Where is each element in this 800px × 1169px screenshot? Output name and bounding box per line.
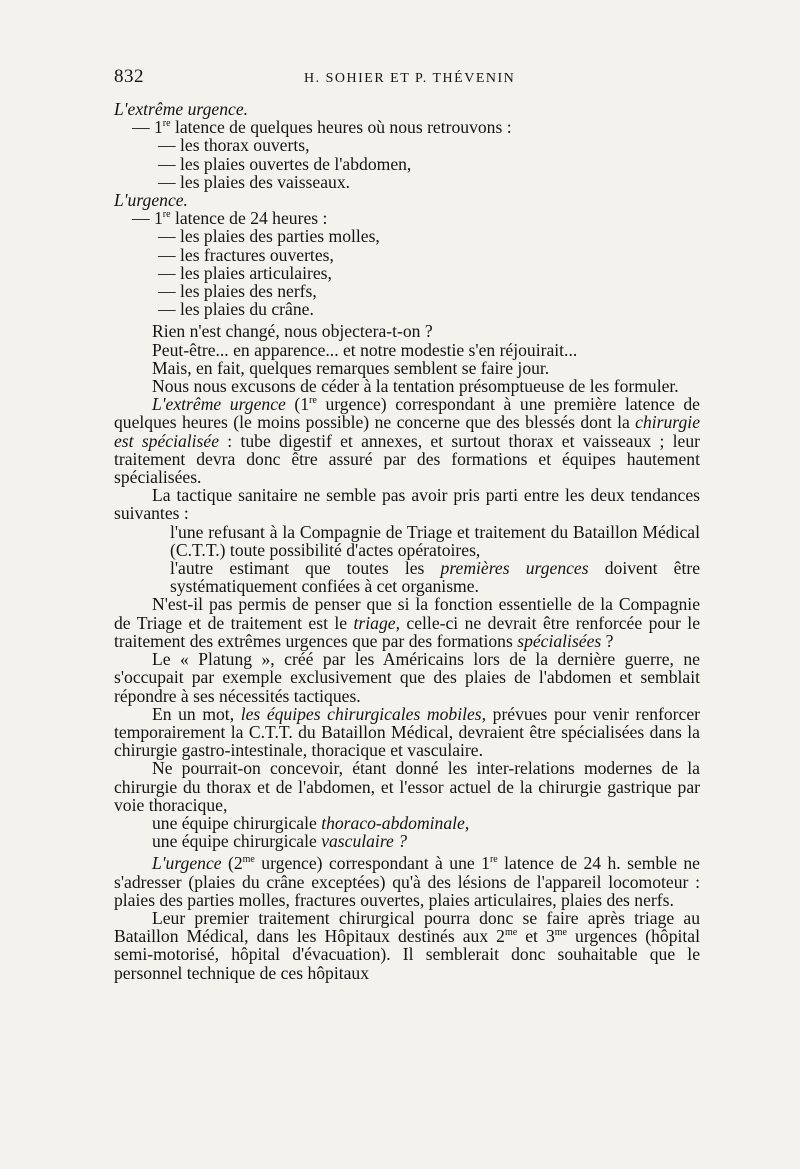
section-intro	[114, 209, 700, 227]
page-number: 832	[114, 66, 144, 87]
intro-text: latence de 24 heures :	[170, 208, 328, 229]
paragraph	[114, 395, 700, 486]
text: celle-ci ne devrait être renforcée pour le traitement des extrêmes urgences que par des formations	[114, 612, 701, 651]
text: N'est-il pas permis de penser que si la fonction essentielle de la Compagnie de Triage et de traitement est le	[114, 594, 700, 633]
paragraph: Mais, en fait, quelques remarques semblent se faire jour.	[152, 357, 550, 378]
text: urgence) correspondant à une première latence de quelques heures (le moins possible) ne concerne que des blessés dont la	[114, 394, 700, 433]
text: doivent être systématiquement confiées à cet organisme.	[170, 558, 701, 597]
section-title-extreme-urgence: L'extrême urgence.	[114, 99, 249, 119]
paragraph: Peut-être... en apparence... et notre modestie s'en réjouirait...	[152, 339, 578, 360]
list-item: — les plaies des vaisseaux.	[158, 171, 351, 192]
paragraph: Le « Platung », créé par les Américains lors de la dernière guerre, ne s'occupait par exemple exclusivement que des plaies de l'abdomen et semblait répondre à ses nécessités tactiques.	[114, 649, 700, 706]
text: urgence) correspondant à une 1	[254, 853, 490, 874]
ordinal-sup: me	[242, 854, 255, 866]
italic-text: les équipes chirurgicales mobiles,	[240, 703, 487, 724]
intro-text: latence de quelques heures où nous retrouvons :	[170, 117, 512, 138]
intro-text: — 1	[132, 208, 163, 229]
paragraph	[114, 705, 700, 760]
ordinal-sup: re	[162, 118, 171, 130]
paragraph: La tactique sanitaire ne semble pas avoir pris parti entre les deux tendances suivantes :	[114, 485, 700, 524]
ordinal-sup: me	[554, 927, 567, 939]
ordinal-sup: re	[162, 209, 171, 221]
text: urgences (hôpital semi-motorisé, hôpital d'évacuation). Il semblerait donc souhaitable que le personnel technique de ces hôpitaux	[114, 926, 700, 983]
text: une équipe chirurgicale	[152, 812, 322, 833]
list-item: — les fractures ouvertes,	[158, 244, 334, 265]
text: : tube digestif et annexes, et surtout thorax et vaisseaux ; leur traitement devra donc être assuré par des formations et équipes hautement spécialisées.	[114, 430, 700, 488]
text: l'autre estimant que toutes les	[170, 558, 441, 579]
ordinal-sup: me	[504, 927, 518, 939]
text: ?	[601, 630, 614, 651]
text: Leur premier traitement chirurgical pourra donc se faire après triage au Bataillon Médical, dans les Hôpitaux destinés aux 2	[114, 907, 700, 947]
text: prévues pour venir renforcer temporairement la C.T.T. du Bataillon Médical, devraient être spécialisées dans la chirurgie gastro-intestinale, thoracique et vasculaire.	[114, 703, 701, 761]
list-item: — les plaies articulaires,	[158, 262, 332, 283]
ordinal-sup: re	[309, 395, 317, 407]
italic-text: triage,	[353, 612, 400, 633]
paragraph	[114, 909, 700, 982]
list-item: — les plaies ouvertes de l'abdomen,	[158, 153, 412, 174]
italic-text: L'urgence	[152, 853, 222, 874]
paragraph	[114, 832, 700, 850]
text: l'une refusant à la Compagnie de Triage et traitement du Bataillon Médical (C.T.T.) toute possibilité d'actes opératoires,	[170, 521, 700, 560]
list-item: — les thorax ouverts,	[158, 135, 310, 156]
list-item: — les plaies des parties molles,	[158, 226, 380, 247]
text: En un mot,	[152, 703, 241, 724]
italic-text: premières urgences	[440, 558, 589, 579]
body-text	[114, 100, 700, 982]
italic-text: thoraco-abdominale,	[321, 812, 470, 833]
text: une équipe chirurgicale	[152, 831, 322, 852]
intro-text: — 1	[132, 117, 163, 138]
paragraph	[114, 854, 700, 909]
italic-text: L'extrême urgence	[152, 394, 286, 415]
italic-text: vasculaire ?	[321, 831, 408, 852]
italic-text: spécialisées	[517, 630, 602, 651]
paragraph	[114, 523, 700, 559]
text: (2	[221, 853, 243, 874]
section-intro	[114, 118, 700, 136]
section-title-urgence: L'urgence.	[114, 190, 188, 211]
paragraph	[114, 559, 700, 595]
paragraph: Rien n'est changé, nous objectera-t-on ?	[152, 321, 433, 342]
paragraph	[114, 814, 700, 832]
ordinal-sup: re	[489, 854, 498, 866]
paragraph: Nous nous excusons de céder à la tentation présomptueuse de les formuler.	[152, 376, 679, 397]
paragraph	[114, 595, 700, 650]
list-item: — les plaies du crâne.	[158, 299, 314, 320]
text: et 3	[517, 926, 555, 947]
text: (1	[285, 394, 310, 415]
list-item: — les plaies des nerfs,	[158, 281, 317, 302]
text: latence de 24 h. semble ne s'adresser (plaies du crâne exceptées) qu'à des lésions de l'appareil locomoteur : plaies des parties molles, fractures ouvertes, plaies articulaires, plaies des nerfs.	[114, 853, 700, 910]
paragraph: Ne pourrait-on concevoir, étant donné les inter-relations modernes de la chirurgie du thorax et de l'abdomen, et l'essor actuel de la chirurgie gastrique par voie thoracique,	[114, 758, 700, 815]
running-head-authors: H. SOHIER ET P. THÉVENIN	[304, 71, 516, 86]
running-header	[114, 66, 700, 100]
italic-text: chirurgie est spécialisée	[114, 412, 700, 451]
